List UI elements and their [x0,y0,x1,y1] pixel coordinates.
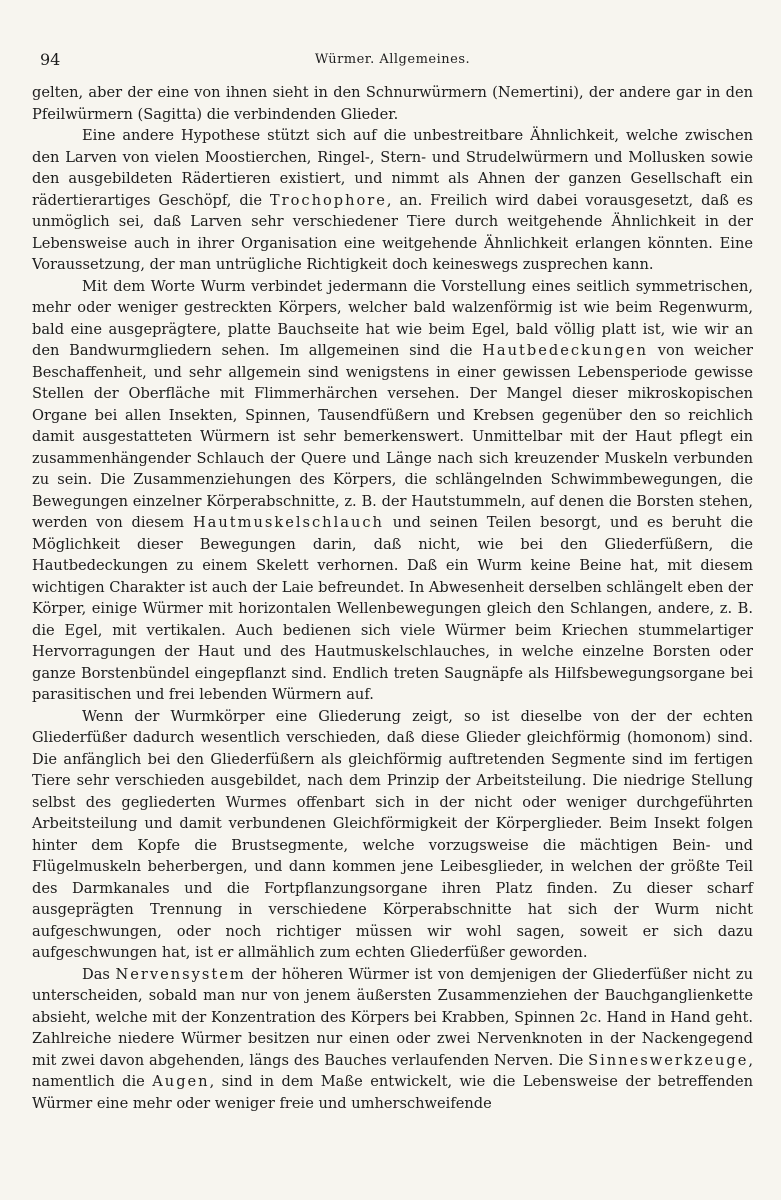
page-number: 94 [40,50,61,69]
running-head: Würmer. Allgemeines. [314,52,471,67]
emphasis-term: Hautbedeckungen [482,342,649,359]
emphasis-term: Trochophore [269,191,387,209]
emphasis-term: Sinneswerkzeuge [588,1051,749,1069]
paragraph-4: Wenn der Wurmkörper eine Gliederung zeigt, so ist dieselbe von der der echten Gliederfüßer dadurch wesentlich verschieden, daß diese Glieder gleichförmig (homonom) sind. Die anfänglich bei den Gliederfüßern als gleichförmig auftretenden Segmente sind im fertigen Tiere sehr verschieden ausgebildet, nach dem Prinzip der Arbeitsteilung. Die niedrige Stellung selbst des gegliederten Wurmes offenbart sich in der nicht oder weniger durchgeführten Arbeitsteilung und damit verbundenen Gleichförmigkeit der Körperglieder. Beim Insekt folgen hinter dem Kopfe die Brustsegmente, welche vorzugsweise die mächtigen Bein- und Flügelmuskeln beherbergen, und dann kommen jene Leibesglieder, in welchen der größte Teil des Darmkanales und die Fortpflanzungsorgane ihren Platz finden. Zu dieser scharf ausgeprägten Trennung in verschiedene Körperabschnitte hat sich der Wurm nicht aufgeschwungen, oder noch richtiger müssen wir wohl sagen, soweit er sich dazu aufgeschwungen hat, ist er allmählich zum echten Gliederfüßer geworden. [32,707,753,961]
emphasis-term: Hautmuskelschlauch [192,514,384,531]
page-header [32,50,753,82]
paragraph-5: Das Nervensystem der höheren Würmer ist von demjenigen der Gliederfüßer nicht zu unterscheiden, sobald man nur von jenem äußersten Zusammenziehen der Bauchganglienkette absieht, welche mit der Konzentration des Körpers bei Krabben, Spinnen 2c. Hand in Hand geht. Zahlreiche niedere Würmer besitzen nur einen oder zwei Nervenknoten in der Nackengegend mit zwei davon abgehenden, längs des Bauches verlaufenden Nerven. Die Sinneswerkzeuge, namentlich die Augen, sind in dem Maße entwickelt, wie die Lebensweise der betreffenden Würmer eine mehr oder weniger freie und umherschweifende [32,965,753,1112]
emphasis-term: Nervensystem [115,965,246,983]
paragraph-3: Mit dem Worte Wurm verbindet jedermann die Vorstellung eines seitlich symmetrischen, mehr oder weniger gestreckten Körpers, welcher bald walzenförmig ist wie beim Regenwurm, bald eine ausgeprägtere, platte Bauchseite hat wie beim Egel, bald völlig platt ist, wie wir an den Bandwurmgliedern sehen. Im allgemeinen sind die Hautbedeckungen von weicher Beschaffenheit, und sehr allgemein sind wenigstens in einer gewissen Lebensperiode gewisse Stellen der Oberfläche mit Flimmerhärchen versehen. Der Mangel dieser mikroskopischen Organe bei allen Insekten, Spinnen, Tausendfüßern und Krebsen gegenüber den so reichlich damit ausgestatteten Würmern ist sehr bemerkenswert. Unmittelbar mit der Haut pflegt ein zusammenhängender Schlauch der Quere und Länge nach sich kreuzender Muskeln verbunden zu sein. Die Zusammenziehungen des Körpers, die schlängelnden Schwimmbewegungen, die Bewegungen einzelner Körperabschnitte, z. B. der Hautstummeln, auf denen die Borsten stehen, werden von diesem Hautmuskelschlauch und seinen Teilen besorgt, und es beruht die Möglichkeit dieser Bewegungen darin, daß nicht, wie bei den Gliederfüßern, die Hautbedeckungen zu einem Skelett verhornen. Daß ein Wurm keine Beine hat, mit diesem wichtigen Charakter ist auch der Laie befreundet. In Abwesenheit derselben schlängelt eben der Körper, einige Würmer mit horizontalen Wellenbewegungen gleich den Schlangen, andere, z. B. die Egel, mit vertikalen. Auch bedienen sich viele Würmer beim Kriechen stummelartiger Hervorragungen der Haut und des Hautmuskelschlauches, in welche einzelne Borsten oder ganze Borstenbündel eingepflanzt sind. Endlich treten Saugnäpfe als Hilfsbewegungsorgane bei parasitischen und frei lebenden Würmern auf. [32,277,753,703]
body-text [32,82,753,1114]
paragraph-1: gelten, aber der eine von ihnen sieht in den Schnurwürmern (Nemertini), der andere gar in den Pfeilwürmern (Sagitta) die verbindenden Glieder. [32,84,753,123]
paragraph-2: Eine andere Hypothese stützt sich auf die unbestreitbare Ähnlichkeit, welche zwischen den Larven von vielen Moostierchen, Ringel-, Stern- und Strudelwürmern und Mollusken sowie den ausgebildeten Rädertieren existiert, und nimmt als Ahnen der ganzen Gesellschaft ein rädertierartiges Geschöpf, die Trochophore, an. Freilich wird dabei vorausgesetzt, daß es unmöglich sei, daß Larven sehr verschiedener Tiere durch weitgehende Ähnlichkeit in der Lebensweise auch in ihrer Organisation eine weitgehende Ähnlichkeit erlangen könnten. Eine Voraussetzung, der man untrügliche Richtigkeit doch keineswegs zusprechen kann. [32,127,753,273]
emphasis-term: Augen [152,1073,210,1090]
